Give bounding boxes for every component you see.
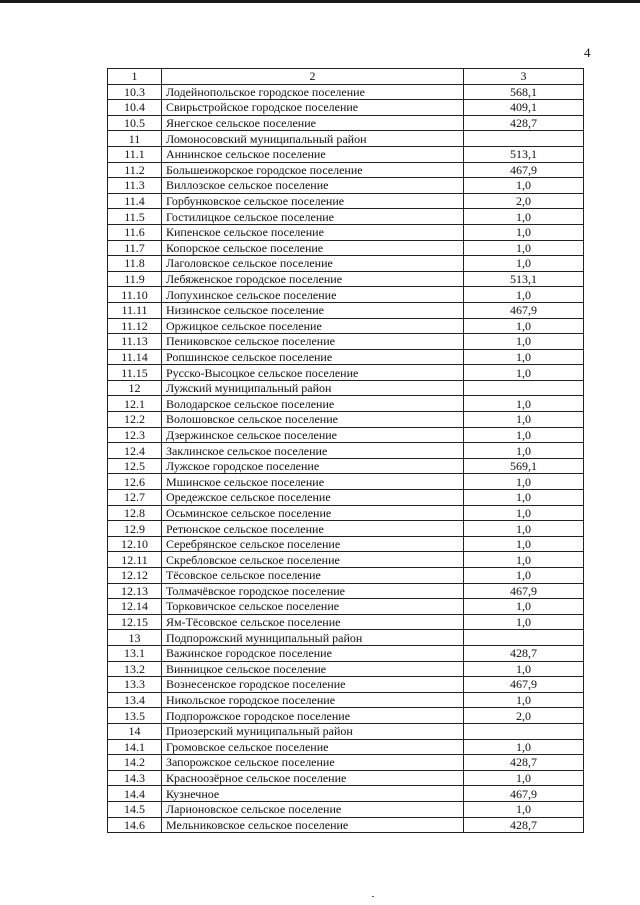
row-name: Заклинское сельское поселение [162,443,464,459]
row-value: 1,0 [464,209,584,225]
row-name: Толмачёвское городское поселение [162,583,464,599]
row-value: 467,9 [464,786,584,802]
table-row [108,583,584,599]
table-row [108,256,584,272]
row-value: 1,0 [464,490,584,506]
table-row [108,739,584,755]
table-row [108,599,584,615]
row-value: 1,0 [464,474,584,490]
table-row [108,801,584,817]
row-value: 1,0 [464,240,584,256]
row-number: 12.2 [108,412,162,428]
row-name: Ропшинское сельское поселение [162,349,464,365]
page-number: 4 [584,45,591,60]
row-name: Володарское сельское поселение [162,396,464,412]
table-row [108,474,584,490]
row-value: 1,0 [464,801,584,817]
row-name: Дзержинское сельское поселение [162,427,464,443]
row-number: 12.13 [108,583,162,599]
row-number: 13.1 [108,645,162,661]
row-name: Свирьстройское городское поселение [162,100,464,116]
row-name: Горбунковское сельское поселение [162,193,464,209]
row-value: 1,0 [464,396,584,412]
table-row [108,427,584,443]
row-name: Лебяженское городское поселение [162,271,464,287]
row-name: Скребловское сельское поселение [162,552,464,568]
district-row [108,380,584,396]
row-value: 428,7 [464,115,584,131]
row-value [464,723,584,739]
row-name: Лопухинское сельское поселение [162,287,464,303]
row-value: 467,9 [464,583,584,599]
row-name: Волошовское сельское поселение [162,412,464,428]
row-name: Ретюнское сельское поселение [162,521,464,537]
table-row [108,271,584,287]
table-row [108,708,584,724]
row-number: 12.5 [108,458,162,474]
row-number: 12.15 [108,614,162,630]
row-value: 2,0 [464,193,584,209]
row-name: Большеижорское городское поселение [162,162,464,178]
scan-speck [372,896,374,897]
row-value: 428,7 [464,817,584,833]
row-value: 1,0 [464,427,584,443]
row-name: Пениковское сельское поселение [162,334,464,350]
row-name: Ломоносовский муниципальный район [162,131,464,147]
scan-top-edge [0,0,640,3]
row-name: Красноозёрное сельское поселение [162,770,464,786]
table-row [108,568,584,584]
row-name: Запорожское сельское поселение [162,755,464,771]
row-number: 13.4 [108,692,162,708]
row-value: 1,0 [464,552,584,568]
row-number: 12.6 [108,474,162,490]
row-name: Оржицкое сельское поселение [162,318,464,334]
row-number: 12.8 [108,505,162,521]
row-value: 1,0 [464,365,584,381]
row-number: 10.5 [108,115,162,131]
row-number: 12.3 [108,427,162,443]
row-value: 569,1 [464,458,584,474]
row-number: 14.3 [108,770,162,786]
allocation-table [107,68,584,833]
row-value: 1,0 [464,770,584,786]
row-name: Аннинское сельское поселение [162,146,464,162]
header-col-2: 2 [162,69,464,85]
district-row [108,630,584,646]
row-value: 1,0 [464,599,584,615]
row-number: 11.13 [108,334,162,350]
row-number: 12.14 [108,599,162,615]
row-value: 1,0 [464,256,584,272]
table-row [108,209,584,225]
row-number: 11.9 [108,271,162,287]
row-value: 513,1 [464,146,584,162]
row-name: Русско-Высоцкое сельское поселение [162,365,464,381]
row-value: 1,0 [464,692,584,708]
row-value: 1,0 [464,318,584,334]
row-number: 11.15 [108,365,162,381]
row-name: Серебрянское сельское поселение [162,536,464,552]
row-name: Лодейнопольское городское поселение [162,84,464,100]
row-value: 1,0 [464,178,584,194]
row-number: 14.5 [108,801,162,817]
row-name: Кипенское сельское поселение [162,224,464,240]
row-value: 409,1 [464,100,584,116]
row-value: 1,0 [464,568,584,584]
table-row [108,817,584,833]
table-row [108,412,584,428]
row-number: 10.4 [108,100,162,116]
row-number: 11.12 [108,318,162,334]
table-row [108,677,584,693]
table-row [108,334,584,350]
table-row [108,100,584,116]
table-row [108,193,584,209]
table-row [108,505,584,521]
table-row [108,521,584,537]
table-header-row [108,69,584,85]
table-body [108,69,584,833]
table-row [108,349,584,365]
row-value: 428,7 [464,645,584,661]
row-number: 13.5 [108,708,162,724]
table-row [108,458,584,474]
row-number: 13.3 [108,677,162,693]
row-name: Лужский муниципальный район [162,380,464,396]
row-name: Виллозское сельское поселение [162,178,464,194]
table-row [108,302,584,318]
row-value [464,630,584,646]
row-value: 1,0 [464,443,584,459]
row-number: 13 [108,630,162,646]
row-number: 11.5 [108,209,162,225]
row-number: 13.2 [108,661,162,677]
row-name: Мшинское сельское поселение [162,474,464,490]
row-number: 12.7 [108,490,162,506]
row-number: 10.3 [108,84,162,100]
table-row [108,552,584,568]
row-number: 11.6 [108,224,162,240]
row-number: 11.8 [108,256,162,272]
table-row [108,240,584,256]
row-number: 12.1 [108,396,162,412]
row-name: Вознесенское городское поселение [162,677,464,693]
table-row [108,224,584,240]
row-name: Громовское сельское поселение [162,739,464,755]
row-value: 1,0 [464,224,584,240]
row-name: Винницкое сельское поселение [162,661,464,677]
table-row [108,770,584,786]
table-row [108,443,584,459]
table-row [108,755,584,771]
row-number: 12 [108,380,162,396]
table-row [108,162,584,178]
row-value: 513,1 [464,271,584,287]
table-row [108,692,584,708]
row-number: 14.6 [108,817,162,833]
row-value: 1,0 [464,521,584,537]
row-name: Тёсовское сельское поселение [162,568,464,584]
table-row [108,490,584,506]
row-name: Лужское городское поселение [162,458,464,474]
table-row [108,146,584,162]
row-number: 11.7 [108,240,162,256]
row-value: 1,0 [464,661,584,677]
row-number: 11.3 [108,178,162,194]
row-value: 1,0 [464,614,584,630]
row-value: 568,1 [464,84,584,100]
row-number: 11.1 [108,146,162,162]
row-name: Приозерский муниципальный район [162,723,464,739]
row-number: 12.10 [108,536,162,552]
row-name: Гостилицкое сельское поселение [162,209,464,225]
row-name: Ларионовское сельское поселение [162,801,464,817]
row-value: 467,9 [464,162,584,178]
row-name: Важинское городское поселение [162,645,464,661]
table-row [108,661,584,677]
table-row [108,318,584,334]
row-number: 11.2 [108,162,162,178]
table-row [108,115,584,131]
table-row [108,396,584,412]
table-row [108,786,584,802]
table-row [108,614,584,630]
row-value [464,380,584,396]
row-number: 11.4 [108,193,162,209]
row-name: Копорское сельское поселение [162,240,464,256]
row-name: Кузнечное [162,786,464,802]
row-number: 11.11 [108,302,162,318]
row-name: Подпорожское городское поселение [162,708,464,724]
row-name: Янегское сельское поселение [162,115,464,131]
table-row [108,365,584,381]
district-row [108,131,584,147]
table-row [108,287,584,303]
row-value: 2,0 [464,708,584,724]
row-number: 12.12 [108,568,162,584]
header-col-3: 3 [464,69,584,85]
row-value: 467,9 [464,302,584,318]
row-name: Осьминское сельское поселение [162,505,464,521]
row-number: 11.10 [108,287,162,303]
row-value: 1,0 [464,505,584,521]
table-row [108,645,584,661]
row-number: 14.1 [108,739,162,755]
row-name: Мельниковское сельское поселение [162,817,464,833]
row-value: 1,0 [464,349,584,365]
row-number: 11 [108,131,162,147]
row-value: 1,0 [464,739,584,755]
row-name: Низинское сельское поселение [162,302,464,318]
row-name: Оредежское сельское поселение [162,490,464,506]
row-number: 12.9 [108,521,162,537]
row-number: 14 [108,723,162,739]
row-value: 428,7 [464,755,584,771]
row-number: 14.4 [108,786,162,802]
row-name: Подпорожский муниципальный район [162,630,464,646]
row-name: Торковичское сельское поселение [162,599,464,615]
row-number: 14.2 [108,755,162,771]
row-number: 12.11 [108,552,162,568]
row-number: 11.14 [108,349,162,365]
row-name: Лаголовское сельское поселение [162,256,464,272]
row-value: 1,0 [464,412,584,428]
row-name: Ям-Тёсовское сельское поселение [162,614,464,630]
table-row [108,178,584,194]
row-value: 1,0 [464,287,584,303]
table-row [108,536,584,552]
row-number: 12.4 [108,443,162,459]
row-value: 1,0 [464,334,584,350]
row-value: 1,0 [464,536,584,552]
table-row [108,84,584,100]
row-value: 467,9 [464,677,584,693]
row-value [464,131,584,147]
district-row [108,723,584,739]
header-col-1: 1 [108,69,162,85]
row-name: Никольское городское поселение [162,692,464,708]
